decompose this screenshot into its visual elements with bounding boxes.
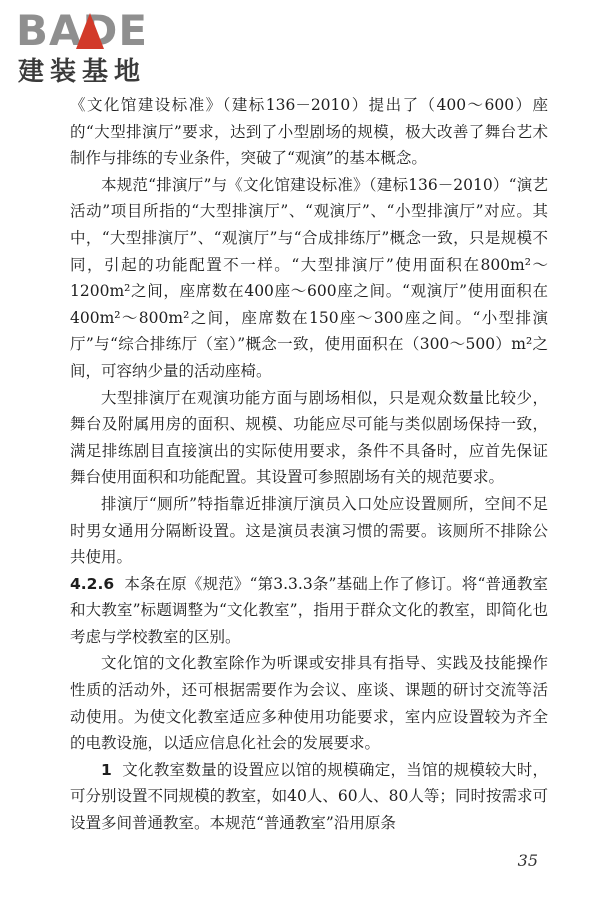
logo-subtitle: 建装基地 <box>18 57 147 87</box>
logo-triangle-icon <box>76 13 104 49</box>
paragraph: 大型排演厅在观演功能方面与剧场相似，只是观众数量比较少，舞台及附属用房的面积、规模、功能应尽可能与类似剧场保持一致，满足排练剧目直接演出的实际使用要求，条件不具备时，应首先保证舞台使用面积和功能配置。其设置可参照剧场有关的规范要求。 <box>70 388 548 487</box>
paragraph: 排演厅“厕所”特指靠近排演厅演员入口处应设置厕所，空间不足时男女通用分隔断设置。这是演员表演习惯的需要。该厕所不排除公共使用。 <box>70 494 548 567</box>
page-number: 35 <box>517 851 538 870</box>
paragraph: 本规范“排演厅”与《文化馆建设标准》（建标136－2010）“演艺活动”项目所指的“大型排演厅”、“观演厅”、“小型排演厅”对应。其中，“大型排演厅”、“观演厅”与“合成排练厅”概念一致，只是规模不同，引起的功能配置不一样。“大型排演厅”使用面积在800m²～1200m²之间，座席数在400座～600座之间。“观演厅”使用面积在400m²～800m²之间，座席数在150座～300座之间。“小型排演厅”与“综合排练厅（室）”概念一致，使用面积在（300～500）m²之间，可容纳少量的活动座椅。 <box>70 175 548 380</box>
item-text: 文化教室数量的设置应以馆的规模确定，当馆的规模较大时，可分别设置不同规模的教室，如40人、60人、80人等；同时按需求可设置多间普通教室。本规范“普通教室”沿用原条 <box>70 760 548 833</box>
clause-text: 本条在原《规范》“第3.3.3条”基础上作了修订。将“普通教室和大教室”标题调整为“文化教室”，指用于群众文化的教室，即简化也考虑与学校教室的区别。 <box>70 574 549 646</box>
clause-number: 4.2.6 <box>70 574 115 593</box>
paragraph: 文化馆的文化教室除作为听课或安排具有指导、实践及技能操作性质的活动外，还可根据需要作为会议、座谈、课题的研讨交流等活动使用。为使文化教室适应多种使用功能要求，室内应设置较为齐全的电教设施，以适应信息化社会的发展要求。 <box>70 654 548 753</box>
page-body <box>70 92 548 837</box>
item-number: 1 <box>101 760 112 779</box>
clause-paragraph <box>70 571 548 651</box>
paragraph: 《文化馆建设标准》（建标136－2010）提出了（400～600）座的“大型排演厅”要求，达到了小型剧场的规模，极大改善了舞台艺术制作与排练的专业条件，突破了“观演”的基本概念。 <box>70 96 548 168</box>
logo-wordmark: BADE <box>16 6 149 55</box>
item-paragraph <box>70 757 548 837</box>
logo <box>16 6 176 90</box>
